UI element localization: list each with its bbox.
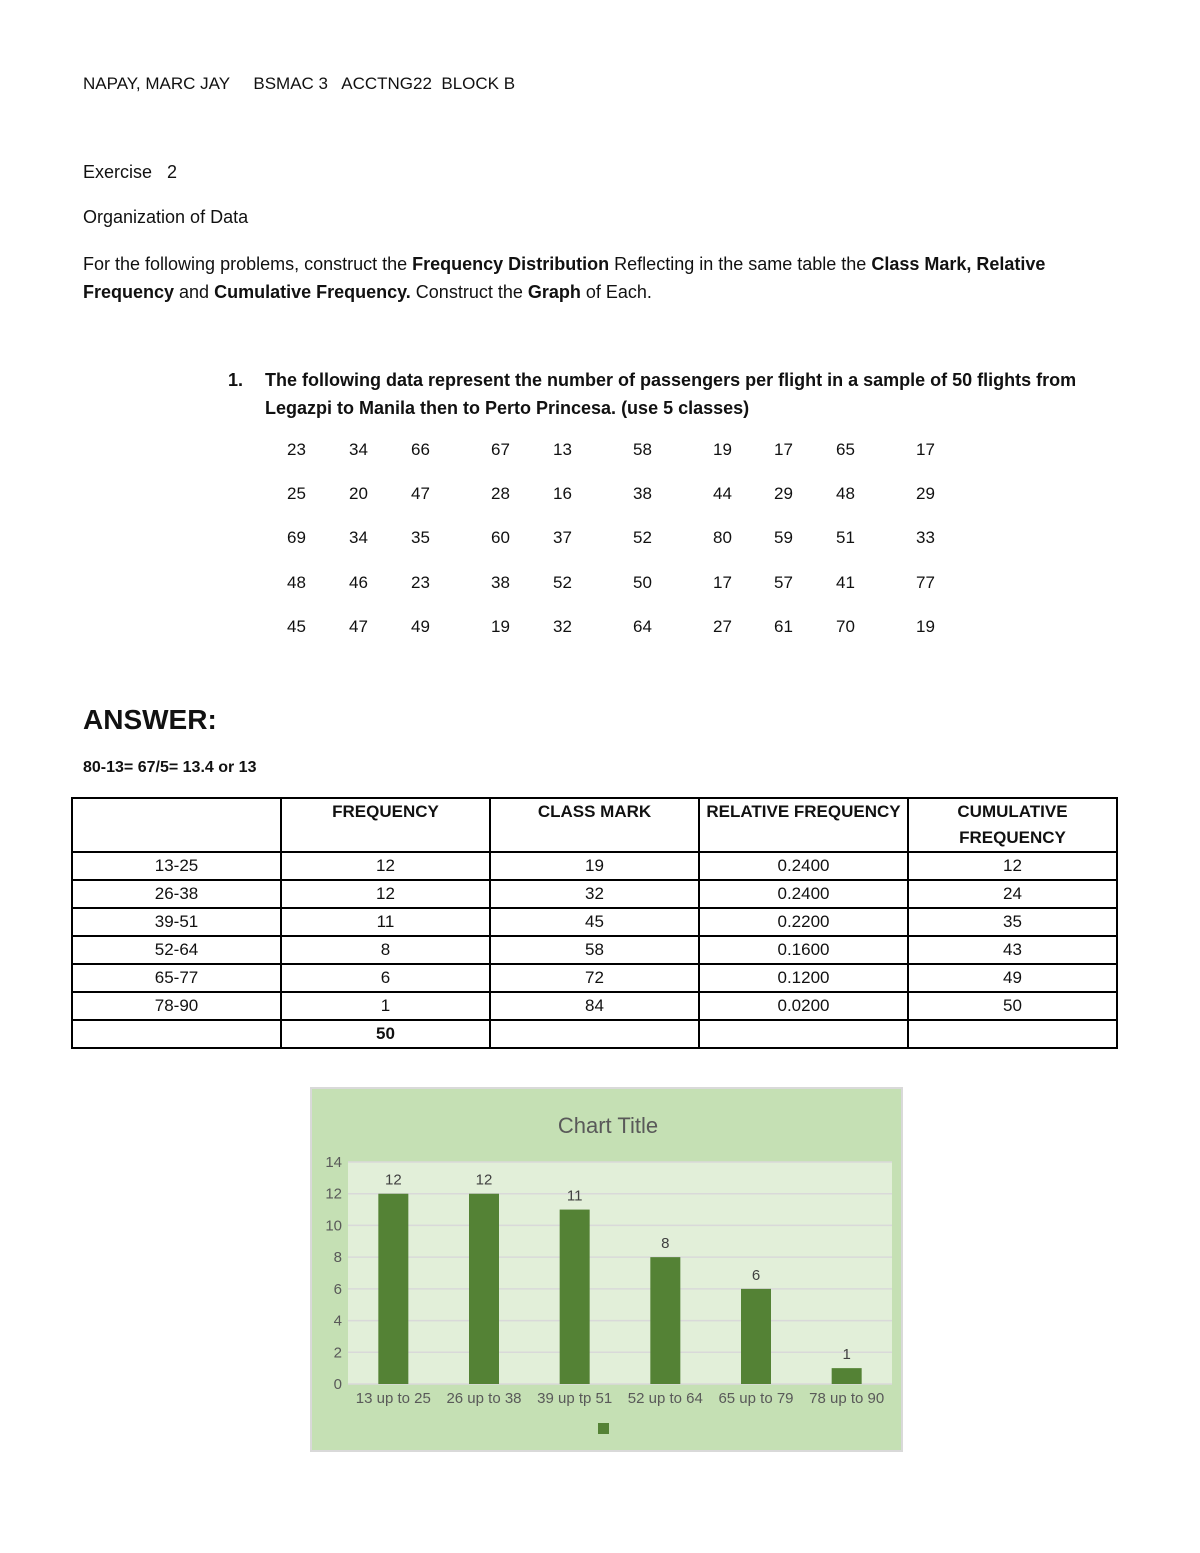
data-value: 47 [411, 484, 430, 503]
class-mark-cell: 58 [490, 936, 699, 964]
data-value: 44 [713, 484, 732, 503]
table-header-row [72, 798, 1117, 852]
student-name: NAPAY, MARC JAY [83, 74, 230, 93]
data-value: 33 [916, 528, 935, 547]
bar [378, 1194, 408, 1384]
data-value: 51 [836, 528, 855, 547]
block-label: BLOCK B [441, 74, 516, 93]
data-value: 37 [553, 528, 572, 547]
class-interval-cell: 39-51 [72, 908, 281, 936]
table-row [72, 964, 1117, 992]
data-value: 23 [411, 573, 430, 592]
student-header [83, 74, 515, 94]
bar [650, 1257, 680, 1384]
course-code: ACCTNG22 [341, 74, 432, 93]
data-label: 12 [384, 1171, 402, 1189]
header-class [72, 798, 281, 852]
x-tick-label: 52 up to 64 [627, 1390, 703, 1407]
data-value: 23 [287, 440, 306, 459]
data-value: 13 [553, 440, 572, 459]
class-interval-cell: 52-64 [72, 936, 281, 964]
relative-frequency-cell: 0.2400 [699, 852, 908, 880]
frequency-cell: 12 [281, 880, 490, 908]
table-row [72, 992, 1117, 1020]
x-tick-label: 78 up to 90 [809, 1390, 885, 1407]
cumulative-frequency-cell: 35 [908, 908, 1117, 936]
instr-bold: Graph [527, 282, 581, 302]
total-blank [908, 1020, 1117, 1048]
total-blank [490, 1020, 699, 1048]
data-value: 70 [836, 617, 855, 636]
student-program: BSMAC 3 [253, 74, 329, 93]
data-value: 17 [774, 440, 793, 459]
data-value: 29 [916, 484, 935, 503]
data-label: 12 [475, 1171, 493, 1189]
data-value: 16 [553, 484, 572, 503]
y-tick-label: 6 [333, 1280, 342, 1298]
table-row [72, 880, 1117, 908]
data-label: 11 [566, 1187, 583, 1205]
instr-text: Reflecting in the same table the [609, 254, 872, 274]
relative-frequency-cell: 0.2400 [699, 880, 908, 908]
table-total-row [72, 1020, 1117, 1048]
data-value: 34 [349, 440, 368, 459]
y-tick-label: 14 [325, 1154, 342, 1171]
data-label: 6 [751, 1266, 761, 1284]
data-value: 19 [491, 617, 510, 636]
table-row [72, 852, 1117, 880]
data-value: 25 [287, 484, 306, 503]
data-value: 19 [713, 440, 732, 459]
frequency-cell: 12 [281, 852, 490, 880]
data-value: 38 [633, 484, 652, 503]
instr-text: and [174, 282, 215, 302]
x-tick-label: 13 up to 25 [355, 1390, 431, 1407]
instr-text: For the following problems, construct the [83, 254, 413, 274]
x-tick-label: 65 up to 79 [718, 1390, 794, 1407]
data-value: 46 [349, 573, 368, 592]
x-tick-label: 39 up tp 51 [537, 1390, 613, 1407]
bar [741, 1289, 771, 1384]
data-value: 27 [713, 617, 732, 636]
table-row [72, 908, 1117, 936]
class-interval-cell: 26-38 [72, 880, 281, 908]
class-mark-cell: 32 [490, 880, 699, 908]
data-value: 59 [774, 528, 793, 547]
x-tick-label: 26 up to 38 [446, 1390, 522, 1407]
total-blank [72, 1020, 281, 1048]
legend-swatch [598, 1423, 609, 1434]
relative-frequency-cell: 0.1200 [699, 964, 908, 992]
data-value: 58 [633, 440, 652, 459]
class-mark-cell: 84 [490, 992, 699, 1020]
table-row [72, 936, 1117, 964]
data-label: 8 [661, 1235, 670, 1253]
data-value: 48 [287, 573, 306, 592]
cumulative-frequency-cell: 24 [908, 880, 1117, 908]
data-value: 35 [411, 528, 430, 547]
bar [469, 1194, 499, 1384]
data-value: 32 [553, 617, 572, 636]
data-value: 60 [491, 528, 510, 547]
data-value: 17 [916, 440, 935, 459]
data-value: 52 [553, 573, 572, 592]
data-value: 47 [349, 617, 368, 636]
cumulative-frequency-cell: 12 [908, 852, 1117, 880]
data-value: 66 [411, 440, 430, 459]
chart-svg [312, 1089, 901, 1450]
header-frequency: FREQUENCY [281, 798, 490, 852]
class-interval-cell: 13-25 [72, 852, 281, 880]
exercise-title: Exercise 2 [83, 162, 178, 182]
instr-bold: Class Mark, Relative Frequency [83, 254, 1046, 302]
y-tick-label: 4 [333, 1312, 342, 1330]
data-value: 61 [774, 617, 793, 636]
chart-title: Chart Title [557, 1113, 659, 1138]
frequency-cell: 1 [281, 992, 490, 1020]
relative-frequency-cell: 0.1600 [699, 936, 908, 964]
data-value: 67 [491, 440, 510, 459]
bar [832, 1368, 862, 1384]
topic-title: Organization of Data [83, 207, 249, 227]
data-value: 52 [633, 528, 652, 547]
plot-area [348, 1162, 892, 1384]
header-relative-frequency: RELATIVE FREQUENCY [699, 798, 908, 852]
class-interval-cell: 78-90 [72, 992, 281, 1020]
data-value: 19 [916, 617, 935, 636]
instr-bold: Frequency Distribution [412, 254, 610, 274]
class-interval-cell: 65-77 [72, 964, 281, 992]
instructions [83, 250, 1133, 306]
frequency-cell: 8 [281, 936, 490, 964]
class-mark-cell: 19 [490, 852, 699, 880]
y-tick-label: 10 [325, 1217, 342, 1235]
class-width-calculation: 80-13= 67/5= 13.4 or 13 [83, 759, 257, 776]
data-value: 77 [916, 573, 935, 592]
data-value: 28 [491, 484, 510, 503]
class-mark-cell: 72 [490, 964, 699, 992]
frequency-table [71, 797, 1118, 1049]
instr-bold: Cumulative Frequency. [214, 282, 411, 302]
cumulative-frequency-cell: 50 [908, 992, 1117, 1020]
data-value: 41 [836, 573, 855, 592]
data-value: 45 [287, 617, 306, 636]
bar [560, 1210, 590, 1384]
class-mark-cell: 45 [490, 908, 699, 936]
instr-text: Construct the [410, 282, 528, 302]
data-value: 49 [411, 617, 430, 636]
question-text: The following data represent the number of passengers per flight in a sample of 50 flights from Legazpi to Manila then to Perto Princesa. (use 5 classes) [265, 370, 1077, 418]
data-value: 80 [713, 528, 732, 547]
frequency-cell: 11 [281, 908, 490, 936]
cumulative-frequency-cell: 43 [908, 936, 1117, 964]
relative-frequency-cell: 0.0200 [699, 992, 908, 1020]
data-value: 29 [774, 484, 793, 503]
frequency-cell: 6 [281, 964, 490, 992]
header-class-mark: CLASS MARK [490, 798, 699, 852]
y-tick-label: 8 [333, 1249, 342, 1267]
data-value: 64 [633, 617, 652, 636]
total-blank [699, 1020, 908, 1048]
data-label: 1 [842, 1346, 851, 1364]
frequency-bar-chart [310, 1087, 903, 1452]
relative-frequency-cell: 0.2200 [699, 908, 908, 936]
data-value: 20 [349, 484, 368, 503]
cumulative-frequency-cell: 49 [908, 964, 1117, 992]
question-number: 1. [228, 370, 244, 390]
instr-text: of Each. [580, 282, 652, 302]
data-value: 48 [836, 484, 855, 503]
y-tick-label: 12 [325, 1185, 342, 1203]
y-tick-label: 2 [333, 1344, 342, 1362]
data-value: 65 [836, 440, 855, 459]
data-value: 57 [774, 573, 793, 592]
total-frequency: 50 [281, 1020, 490, 1048]
header-cumulative-frequency: CUMULATIVE FREQUENCY [908, 798, 1117, 852]
data-value: 34 [349, 528, 368, 547]
y-tick-label: 0 [333, 1376, 342, 1393]
data-value: 50 [633, 573, 652, 592]
answer-heading: ANSWER: [83, 704, 217, 735]
data-value: 69 [287, 528, 306, 547]
data-value: 38 [491, 573, 510, 592]
data-value: 17 [713, 573, 732, 592]
